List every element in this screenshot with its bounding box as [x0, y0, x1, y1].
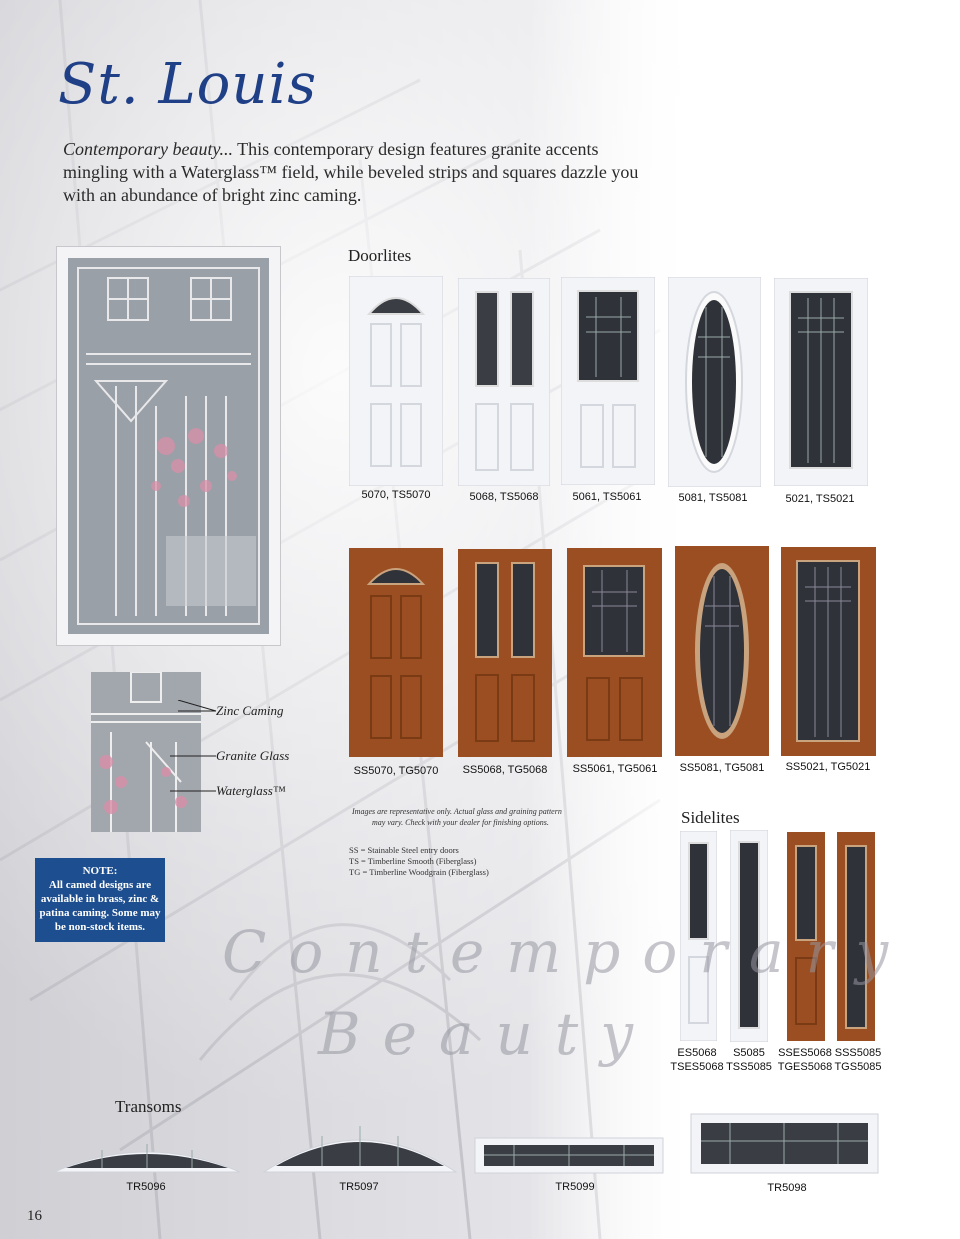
- door-label-ss5081: SS5081, TG5081: [679, 762, 765, 774]
- transom-tr5096-image: [52, 1138, 242, 1174]
- intro-body: This contemporary design features granite accents mingling with a Waterglass™ field, while beveled strips and squares dazzle you with an abundance of bright zinc caming.: [63, 139, 639, 205]
- disclaimer-line2: may vary. Check with your dealer for finishing options.: [372, 818, 549, 827]
- legend-tg: TG = Timberline Woodgrain (Fiberglass): [349, 867, 489, 877]
- large-glass-panel-image: [56, 246, 281, 646]
- door-wood-5061-image: [567, 548, 662, 757]
- callout-waterglass: Waterglass™: [216, 783, 286, 798]
- page-number: 16: [27, 1208, 42, 1224]
- legend-ss: SS = Stainable Steel entry doors: [349, 845, 459, 855]
- transom-label-tr5099: TR5099: [555, 1181, 595, 1193]
- door-label-5068: 5068, TS5068: [469, 491, 539, 503]
- door-label-5081: 5081, TS5081: [678, 492, 748, 504]
- door-wood-5068-image: [458, 549, 552, 757]
- note-heading: NOTE:: [82, 865, 118, 877]
- transom-tr5099-image: [474, 1137, 664, 1174]
- sidelite-label-es5068-line1: ES5068: [677, 1047, 717, 1059]
- transom-label-tr5096: TR5096: [126, 1181, 166, 1193]
- door-wood-5070-image: [349, 548, 443, 757]
- door-label-5061: 5061, TS5061: [572, 491, 642, 503]
- sidelite-label-es5068-line2: TSES5068: [670, 1061, 724, 1073]
- sidelite-label-sses5068-line1: SSES5068: [778, 1047, 832, 1059]
- watermark-line1: Contemporary: [222, 918, 911, 986]
- transom-tr5097-image: [262, 1118, 458, 1174]
- doorlites-heading: Doorlites: [348, 246, 412, 265]
- door-white-5021-image: [774, 278, 868, 486]
- door-white-5081-image: [668, 277, 761, 487]
- disclaimer-line1: Images are representative only. Actual glass and graining pattern: [352, 807, 562, 816]
- note-body: All camed designs are available in brass, zinc & patina caming. Some may be non-stock items.: [39, 879, 161, 933]
- sidelite-label-sss5085-line2: TGS5085: [834, 1061, 882, 1073]
- sidelite-label-sss5085-line1: SSS5085: [834, 1047, 882, 1059]
- sidelite-label-sses5068-line2: TGES5068: [777, 1061, 833, 1073]
- sidelite-label-s5085-line2: TSS5085: [726, 1061, 772, 1073]
- intro-paragraph: [63, 138, 663, 207]
- note-box: [35, 858, 165, 942]
- sidelite-label-s5085-line1: S5085: [733, 1047, 765, 1059]
- callout-leader-lines: [170, 700, 220, 800]
- door-label-ss5070: SS5070, TG5070: [353, 765, 439, 777]
- sidelite-label-sss5085: [803, 1046, 913, 1074]
- door-label-5070: 5070, TS5070: [361, 489, 431, 501]
- watermark-line2: Beauty: [318, 1000, 655, 1068]
- door-label-ss5061: SS5061, TG5061: [572, 763, 658, 775]
- transom-label-tr5097: TR5097: [339, 1181, 379, 1193]
- page-title: St. Louis: [58, 52, 318, 117]
- transom-tr5098-image: [690, 1113, 879, 1174]
- door-white-5061-image: [561, 277, 655, 485]
- door-label-ss5021: SS5021, TG5021: [785, 761, 871, 773]
- legend-ts: TS = Timberline Smooth (Fiberglass): [349, 856, 477, 866]
- door-wood-5021-image: [781, 547, 876, 756]
- door-label-5021: 5021, TS5021: [785, 493, 855, 505]
- callout-zinc-caming: Zinc Caming: [216, 703, 284, 718]
- intro-lead: Contemporary beauty...: [63, 139, 233, 159]
- sidelites-heading: Sidelites: [681, 808, 740, 827]
- door-white-5070-image: [349, 276, 443, 486]
- transom-label-tr5098: TR5098: [767, 1182, 807, 1194]
- transoms-heading: Transoms: [115, 1097, 182, 1116]
- door-label-ss5068: SS5068, TG5068: [462, 764, 548, 776]
- callout-granite-glass: Granite Glass: [216, 748, 290, 763]
- door-wood-5081-image: [675, 546, 769, 756]
- door-white-5068-image: [458, 278, 550, 486]
